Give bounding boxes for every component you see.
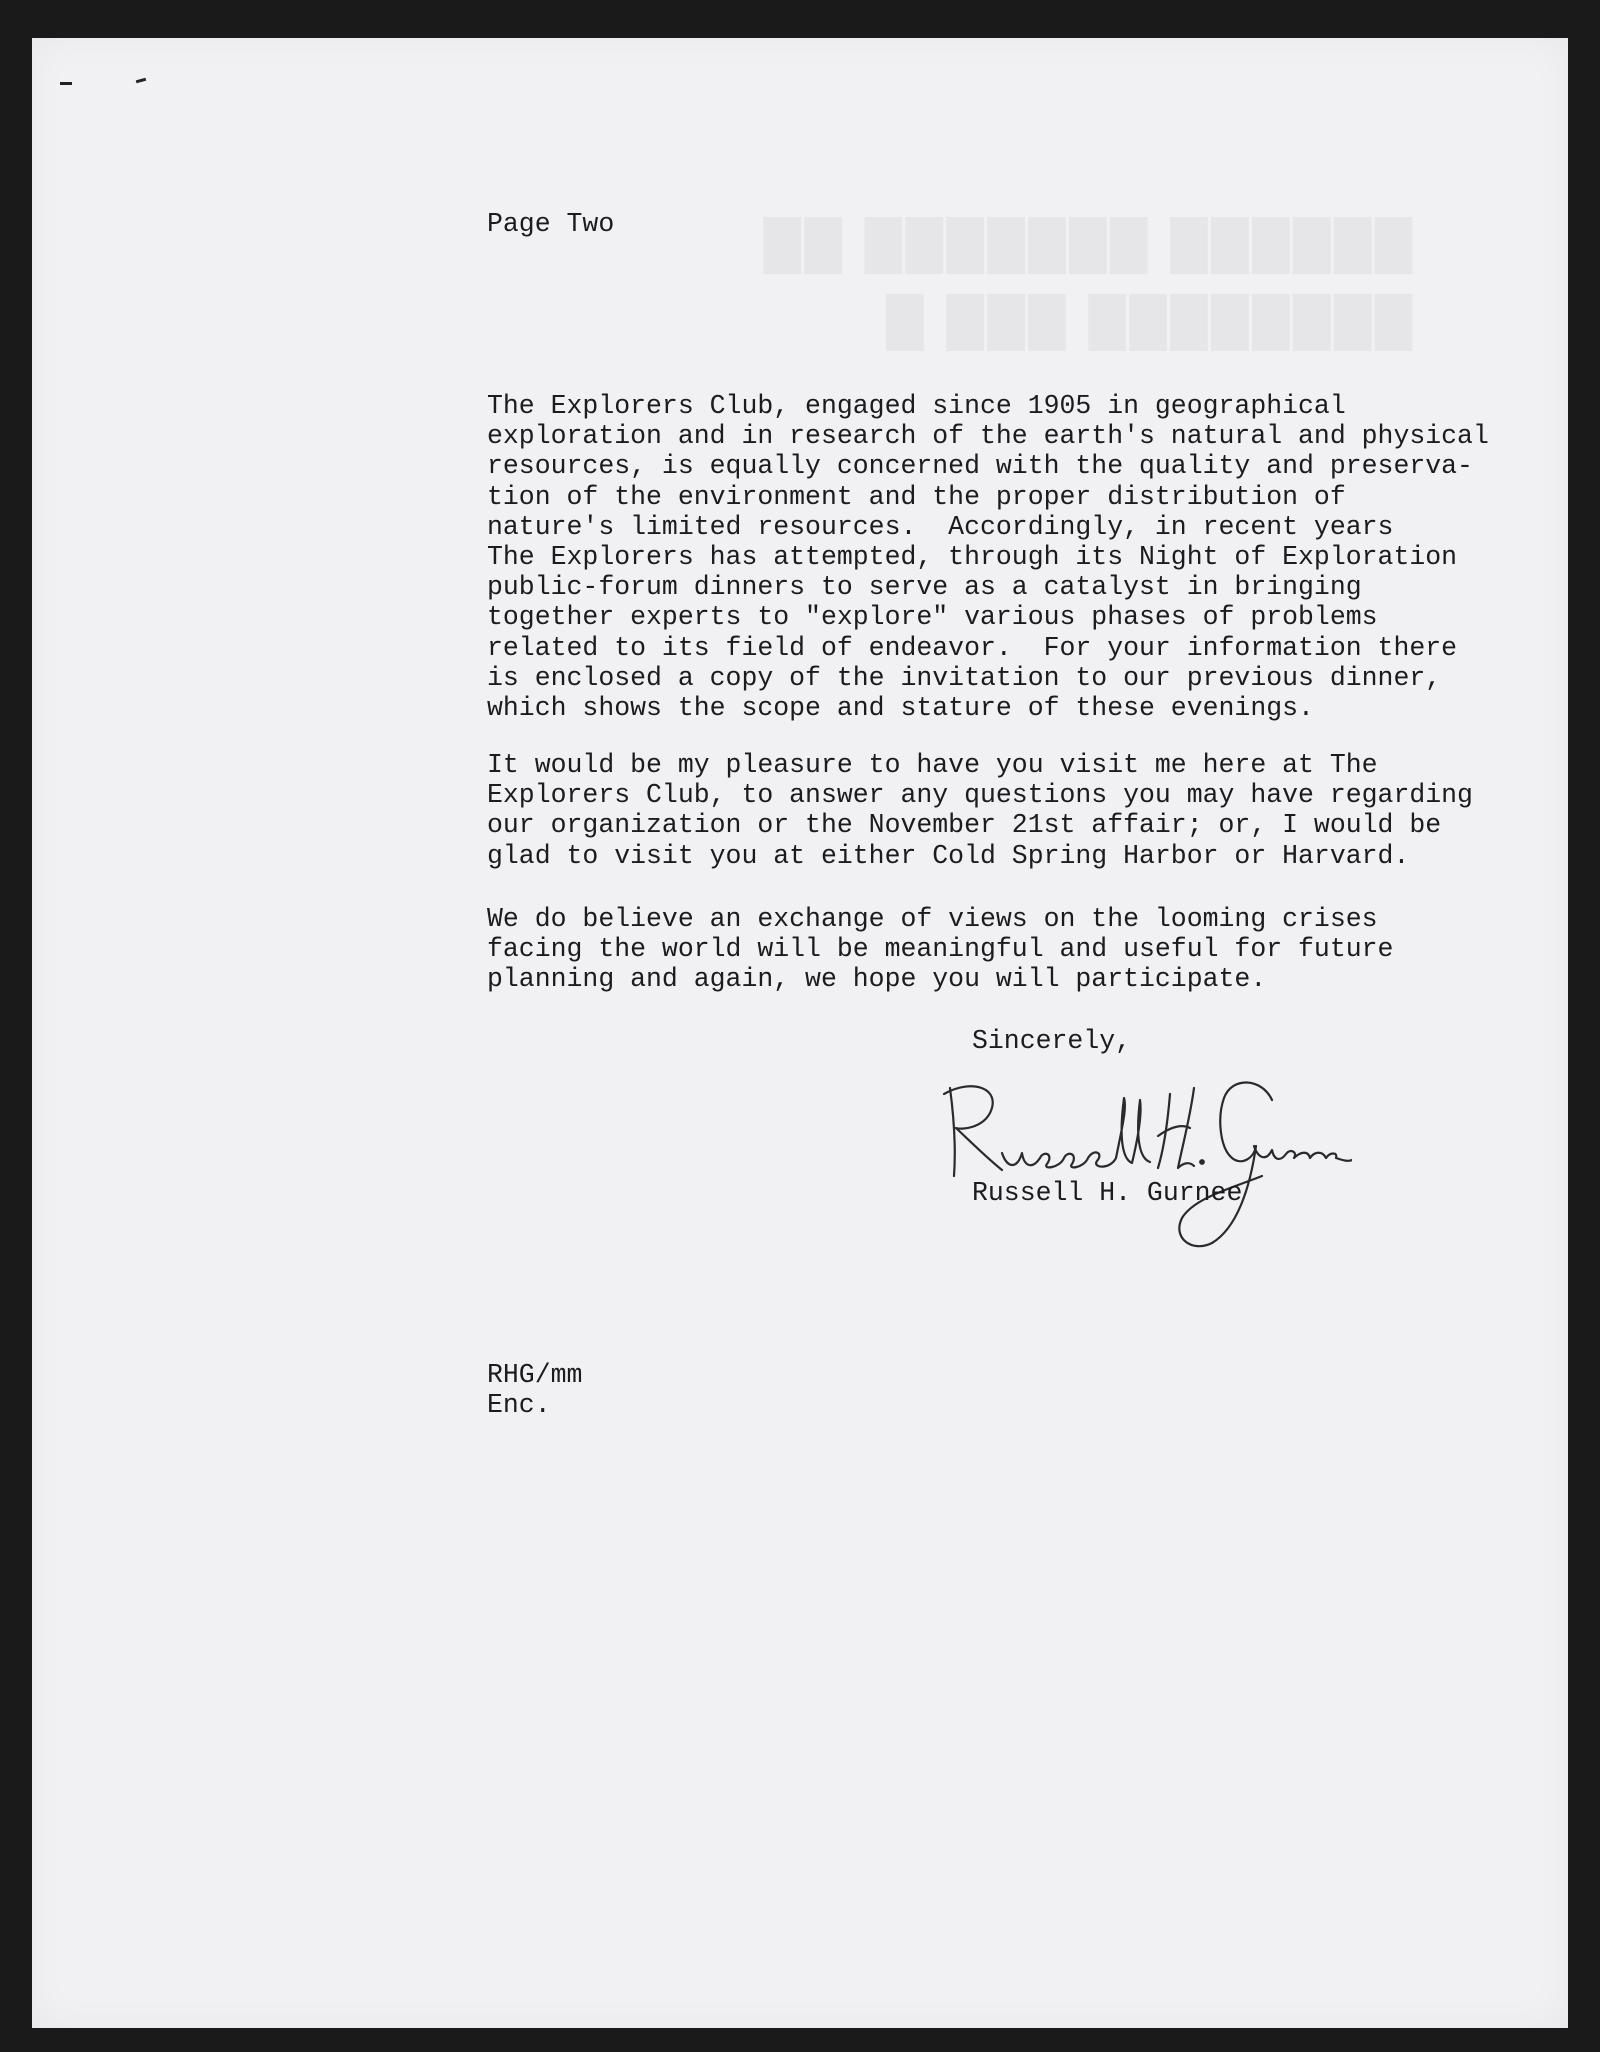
handwritten-signature xyxy=(932,1058,1352,1258)
enclosure-note: Enc. xyxy=(487,1390,551,1421)
page-header: Page Two xyxy=(487,209,615,239)
reference-block xyxy=(487,1360,582,1420)
closing-salutation: Sincerely, xyxy=(972,1026,1132,1056)
body-paragraph-1: The Explorers Club, engaged since 1905 in geographical exploration and in research of the earth's natural and physical resources, is equally concerned with the quality and preserva- tion of the environment and the proper distribution of nature's limited resources. Accordingly, in recent years The Explorers has attempted, through its Night of Exploration public-forum dinners to serve as a catalyst in bringing together experts to "explore" various phases of problems related to its field of endeavor. For your information there is enclosed a copy of the invitation to our previous dinner, which shows the scope and stature of these evenings. xyxy=(487,391,1489,724)
body-paragraph-2: It would be my pleasure to have you visit me here at The Explorers Club, to answer any questions you may have regarding our organization or the November 21st affair; or, I would be glad to visit you at either Cold Spring Harbor or Harvard. xyxy=(487,750,1473,871)
body-paragraph-3: We do believe an exchange of views on the looming crises facing the world will be meaningful and useful for future planning and again, we hope you will participate. xyxy=(487,904,1394,995)
reference-initials: RHG/mm xyxy=(487,1360,583,1390)
corner-mark xyxy=(136,78,146,83)
signer-name: Russell H. Gurnee xyxy=(972,1178,1243,1208)
corner-mark xyxy=(60,82,72,85)
bleed-through-text xyxy=(732,208,1412,362)
letter-page xyxy=(32,38,1568,2028)
